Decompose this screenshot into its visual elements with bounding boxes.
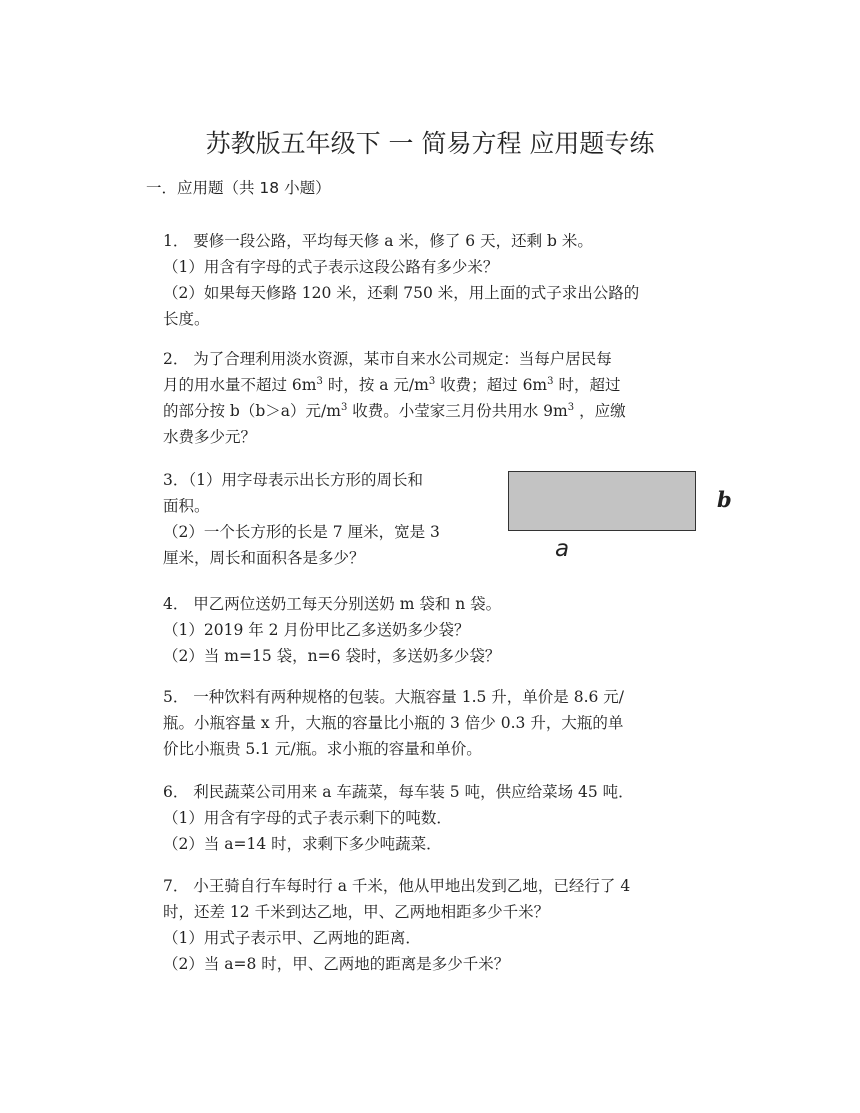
question-text: 2． 为了合理利用淡水资源，某市自来水公司规定：当每户居民每 xyxy=(163,350,612,368)
question-text: （2）当 a=8 时，甲、乙两地的距离是多少千米？ xyxy=(163,955,510,973)
question-text: 价比小瓶贵 5.1 元/瓶。求小瓶的容量和单价。 xyxy=(163,740,482,758)
question-6 xyxy=(163,779,703,857)
rectangle-length-label: a xyxy=(555,536,570,562)
question-text: （2）一个长方形的长是 7 厘米，宽是 3 xyxy=(163,523,440,541)
question-text: 时，还差 12 千米到达乙地，甲、乙两地相距多少千米？ xyxy=(163,903,550,921)
question-text: 4． 甲乙两位送奶工每天分别送奶 m 袋和 n 袋。 xyxy=(163,595,502,613)
question-text: （1）用含有字母的式子表示剩下的吨数． xyxy=(163,809,452,827)
question-text: （1）2019 年 2 月份甲比乙多送奶多少袋？ xyxy=(163,621,470,639)
text-fragment: 收费；超过 6m xyxy=(440,376,548,394)
text-fragment: 的部分按 b（b＞a）元/m xyxy=(163,402,341,420)
superscript: 3 xyxy=(547,375,554,387)
superscript: 3 xyxy=(340,401,348,413)
question-text: （1）用含有字母的式子表示这段公路有多少米？ xyxy=(163,258,499,276)
question-7 xyxy=(163,873,703,977)
page-title: 苏教版五年级下 一 简易方程 应用题专练 xyxy=(205,129,655,158)
question-5 xyxy=(163,684,703,762)
question-text: 7． 小王骑自行车每时行 a 千米，他从甲地出发到乙地，已经行了 4 xyxy=(163,877,631,895)
question-4 xyxy=(163,591,703,669)
question-text: （2）当 a=14 时，求剩下多少吨蔬菜． xyxy=(163,835,442,853)
rectangle-figure xyxy=(508,471,696,531)
question-text: 3．（1）用字母表示出长方形的周长和 xyxy=(163,471,423,489)
text-fragment: 时，超过 xyxy=(558,376,621,394)
question-text xyxy=(163,372,703,398)
question-text: 厘米，周长和面积各是多少？ xyxy=(163,549,365,567)
text-fragment: ，应缴 xyxy=(579,402,626,420)
rectangle-width-label: b xyxy=(717,487,732,512)
question-text: （1）用式子表示甲、乙两地的距离． xyxy=(163,929,421,947)
text-fragment: 收费。小莹家三月份共用水 9m xyxy=(352,402,568,420)
superscript: 3 xyxy=(428,375,436,387)
superscript: 3 xyxy=(316,375,323,387)
question-text: （2）当 m=15 袋，n=6 袋时，多送奶多少袋？ xyxy=(163,647,501,665)
question-text: 5． 一种饮料有两种规格的包装。大瓶容量 1.5 升，单价是 8.6 元/ xyxy=(163,688,625,706)
question-text: 面积。 xyxy=(163,497,210,515)
question-text: 1． 要修一段公路，平均每天修 a 米，修了 6 天，还剩 b 米。 xyxy=(163,232,593,250)
question-text xyxy=(163,398,703,424)
text-fragment: 月的用水量不超过 6m xyxy=(163,376,317,394)
question-text: 长度。 xyxy=(163,310,210,328)
text-fragment: 时，按 a 元/m xyxy=(327,376,429,394)
section-heading: 一．应用题（共 18 小题） xyxy=(146,179,331,197)
superscript: 3 xyxy=(567,401,575,413)
question-text: 6． 利民蔬菜公司用来 a 车蔬菜，每车装 5 吨，供应给菜场 45 吨． xyxy=(163,783,634,801)
question-3 xyxy=(163,467,493,571)
question-2 xyxy=(163,346,703,450)
question-text: 瓶。小瓶容量 x 升，大瓶的容量比小瓶的 3 倍少 0.3 升，大瓶的单 xyxy=(163,714,624,732)
question-text: 水费多少元？ xyxy=(163,428,257,446)
question-text: （2）如果每天修路 120 米，还剩 750 米，用上面的式子求出公路的 xyxy=(163,284,640,302)
question-1 xyxy=(163,228,703,332)
